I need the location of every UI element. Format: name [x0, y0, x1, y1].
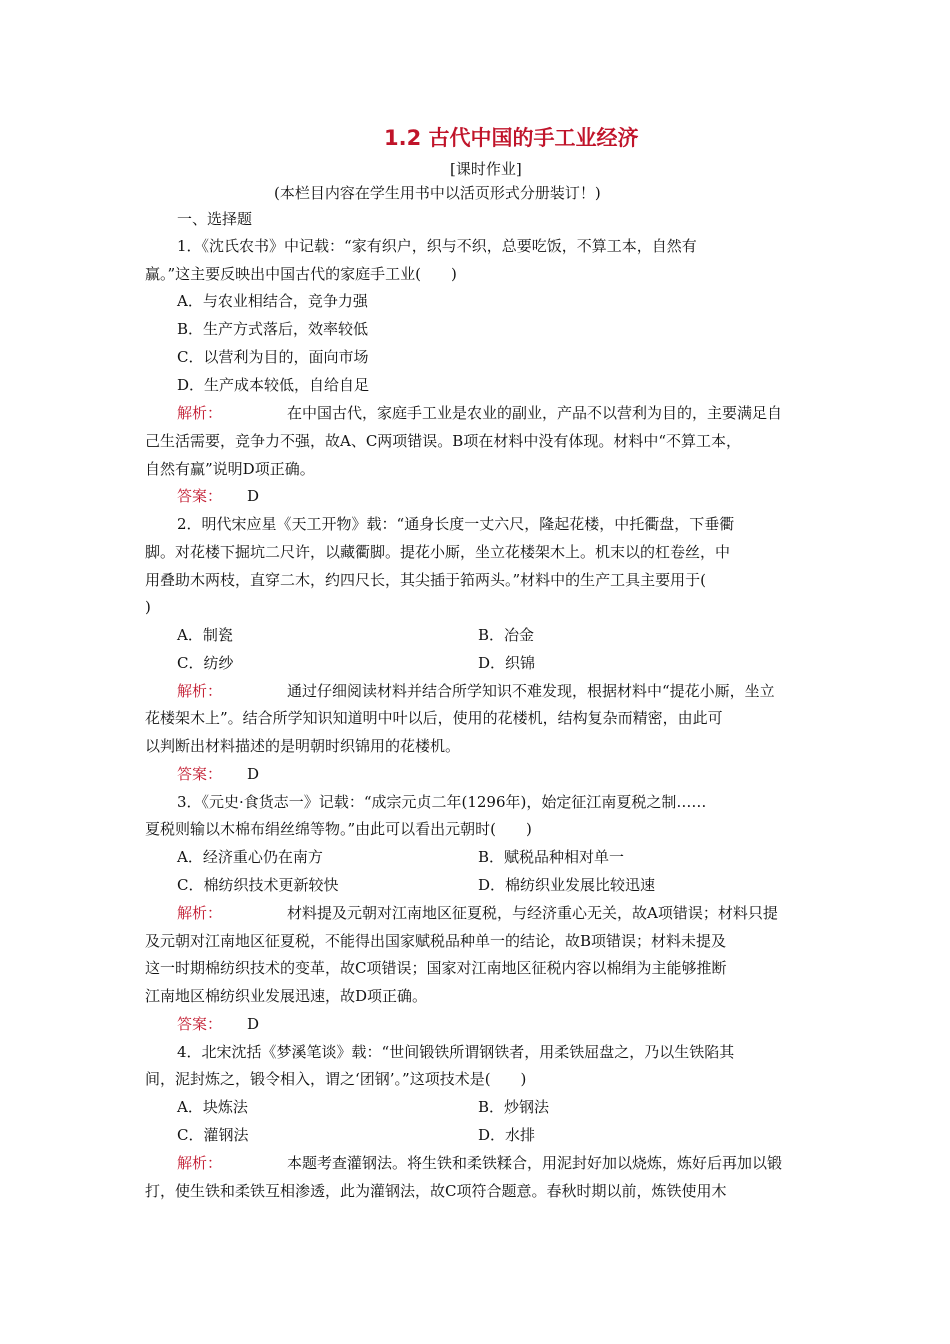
- q1-option-d: D．生产成本较低，自给自足: [177, 376, 370, 394]
- q3-analysis: [177, 903, 778, 923]
- q2-answer-value: D: [247, 765, 260, 783]
- q3-stem-line: 3．《元史·食货志一》记载：“成宗元贞二年(1296年)，始定征江南夏税之制……: [177, 793, 707, 811]
- q3-analysis-line: 材料提及元朝对江南地区征夏税，与经济重心无关，故A项错误；材料只提: [287, 904, 778, 922]
- q2-stem-line: 2．明代宋应星《天工开物》载：“通身长度一丈六尺，隆起花楼，中托衢盘，下垂衢: [177, 515, 735, 533]
- q2-analysis-line: 花楼架木上”。结合所学知识知道明中叶以后，使用的花楼机，结构复杂而精密，由此可: [145, 709, 723, 727]
- q4-stem-line: 4．北宋沈括《梦溪笔谈》载：“世间锻铁所谓钢铁者，用柔铁屈盘之，乃以生铁陷其: [177, 1043, 735, 1061]
- q2-stem-line: 脚。对花楼下掘坑二尺许，以藏衢脚。提花小厮，坐立花楼架木上。机末以的杠卷丝，中: [145, 543, 731, 561]
- q2-analysis: [177, 681, 775, 701]
- q3-answer: [177, 1014, 259, 1034]
- q3-option-b: B．赋税品种相对单一: [478, 848, 625, 866]
- q3-answer-value: D: [247, 1015, 260, 1033]
- q3-option-c: C．棉纺织技术更新较快: [177, 876, 339, 894]
- q3-analysis-line: 江南地区棉纺织业发展迅速，故D项正确。: [145, 987, 428, 1005]
- q4-analysis-line: 打，使生铁和柔铁互相渗透，此为灌钢法，故C项符合题意。春秋时期以前，炼铁使用木: [145, 1182, 727, 1200]
- q2-option-a: A．制瓷: [177, 626, 233, 644]
- analysis-label: 解析：: [177, 404, 223, 422]
- q4-analysis: [177, 1153, 782, 1173]
- q1-answer: [177, 486, 259, 506]
- binding-note: (本栏目内容在学生用书中以活页形式分册装订！): [274, 184, 601, 202]
- answer-label: 答案：: [177, 765, 223, 783]
- q1-answer-value: D: [247, 487, 260, 505]
- q2-answer: [177, 764, 259, 784]
- q3-analysis-line: 这一时期棉纺织技术的变革，故C项错误；国家对江南地区征税内容以棉绢为主能够推断: [145, 959, 727, 977]
- q3-stem-line: 夏税则输以木棉布绢丝绵等物。”由此可以看出元朝时( ): [145, 820, 532, 838]
- q1-stem-line: 赢。”这主要反映出中国古代的家庭手工业( ): [145, 265, 457, 283]
- q1-analysis-line: 自然有赢”说明D项正确。: [145, 460, 315, 478]
- q4-stem-line: 间，泥封炼之，锻令相入，谓之‘团钢’。”这项技术是( ): [145, 1070, 527, 1088]
- analysis-label: 解析：: [177, 904, 223, 922]
- q1-stem-line: 1．《沈氏农书》中记载：“家有织户，织与不织，总要吃饭，不算工本，自然有: [177, 237, 697, 255]
- q4-analysis-line: 本题考查灌钢法。将生铁和柔铁糅合，用泥封好加以烧炼，炼好后再加以锻: [287, 1154, 783, 1172]
- q1-option-a: A．与农业相结合，竞争力强: [177, 292, 368, 310]
- q1-option-c: C．以营利为目的，面向市场: [177, 348, 369, 366]
- q2-stem-line: 用叠助木两枝，直穿二木，约四尺长，其尖插于筘两头。”材料中的生产工具主要用于(: [145, 571, 707, 589]
- q4-option-d: D．水排: [478, 1126, 536, 1144]
- q1-analysis-line: 己生活需要，竞争力不强，故A、C两项错误。B项在材料中没有体现。材料中“不算工本，: [145, 432, 742, 450]
- q2-analysis-line: 以判断出材料描述的是明朝时织锦用的花楼机。: [145, 737, 461, 755]
- page-title: 1.2 古代中国的手工业经济: [384, 126, 639, 150]
- q1-option-b: B．生产方式落后，效率较低: [177, 320, 369, 338]
- q3-option-d: D．棉纺织业发展比较迅速: [478, 876, 656, 894]
- q1-analysis-line: 在中国古代，家庭手工业是农业的副业，产品不以营利为目的，主要满足自: [287, 404, 783, 422]
- analysis-label: 解析：: [177, 1154, 223, 1172]
- q4-option-c: C．灌钢法: [177, 1126, 249, 1144]
- subtitle: [课时作业]: [450, 160, 522, 178]
- analysis-label: 解析：: [177, 682, 223, 700]
- answer-label: 答案：: [177, 487, 223, 505]
- q1-analysis: [177, 403, 782, 423]
- q4-option-b: B．炒钢法: [478, 1098, 550, 1116]
- q3-analysis-line: 及元朝对江南地区征夏税，不能得出国家赋税品种单一的结论，故B项错误；材料未提及: [145, 932, 727, 950]
- q2-option-b: B．冶金: [478, 626, 535, 644]
- answer-label: 答案：: [177, 1015, 223, 1033]
- q3-option-a: A．经济重心仍在南方: [177, 848, 323, 866]
- q2-option-c: C．纺纱: [177, 654, 234, 672]
- q2-option-d: D．织锦: [478, 654, 536, 672]
- q4-option-a: A．块炼法: [177, 1098, 248, 1116]
- section-heading: 一、选择题: [177, 210, 253, 228]
- q2-analysis-line: 通过仔细阅读材料并结合所学知识不难发现，根据材料中“提花小厮，坐立: [287, 682, 775, 700]
- q2-stem-line: ): [145, 598, 151, 616]
